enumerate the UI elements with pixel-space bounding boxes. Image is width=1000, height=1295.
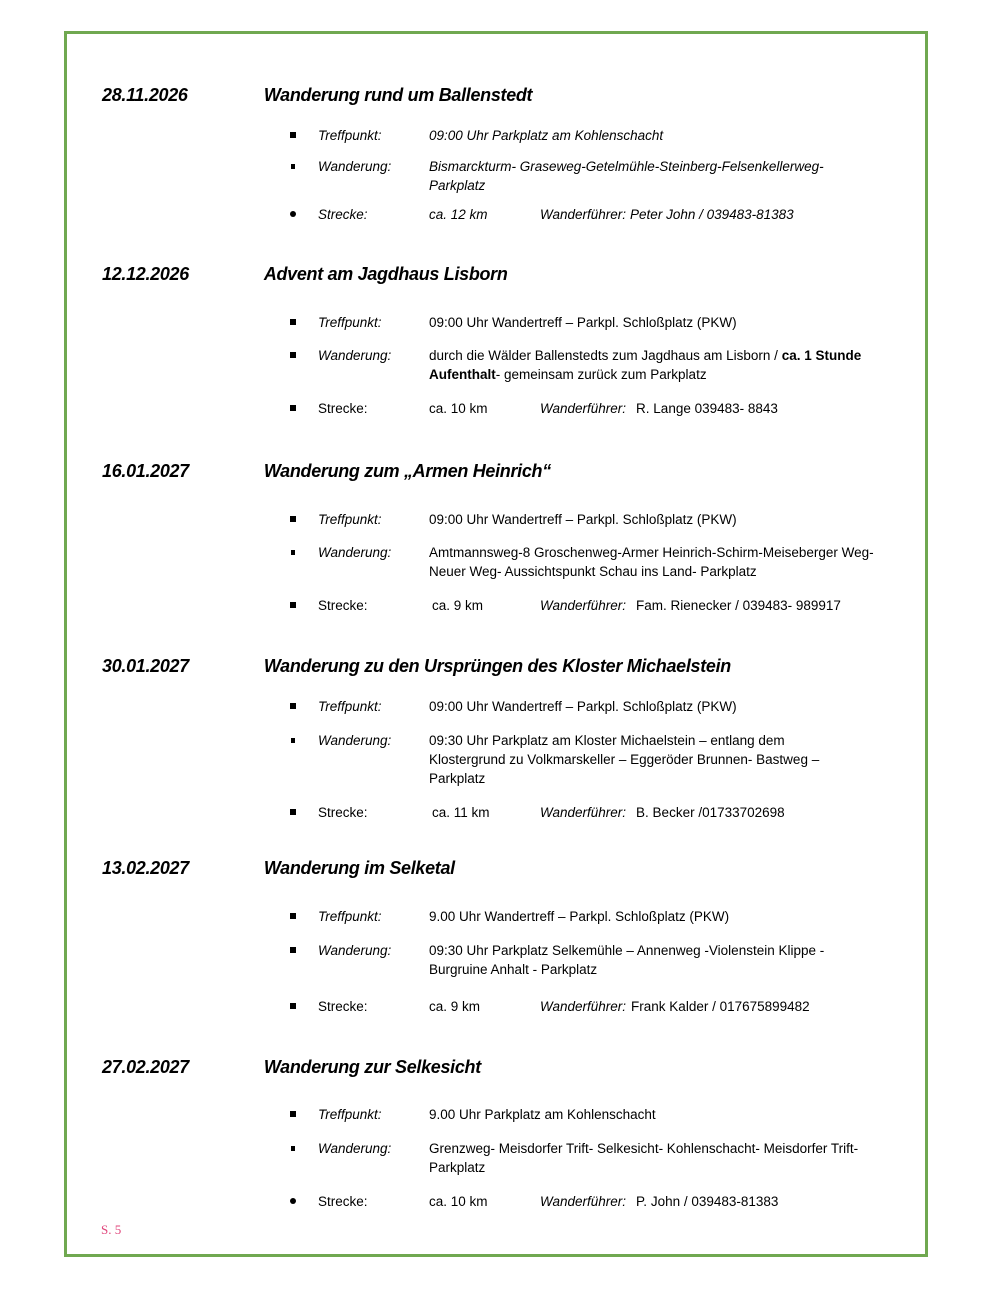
meeting-label: Treffpunkt: xyxy=(318,512,382,527)
guide-info xyxy=(540,997,810,1016)
hike-highlight: ca. 1 Stunde Aufenthalt xyxy=(429,348,862,382)
event-date: 13.02.2027 xyxy=(102,857,189,878)
guide-info xyxy=(540,803,785,822)
guide-label: Wanderführer: xyxy=(540,401,627,416)
event-heading xyxy=(102,460,551,484)
square-bullet-icon xyxy=(290,602,296,608)
square-bullet-icon xyxy=(290,703,296,709)
event-date: 27.02.2027 xyxy=(102,1056,189,1077)
distance-label: Strecke: xyxy=(318,999,368,1014)
event-heading xyxy=(102,1056,481,1080)
hike-value: 09:30 Uhr Parkplatz Selkemühle – Annenweg -Violenstein Klippe - Burgruine Anhalt - Parkplatz xyxy=(429,943,825,977)
meeting-value: 9.00 Uhr Parkplatz am Kohlenschacht xyxy=(429,1107,656,1122)
hike-value: Bismarckturm- Graseweg-Getelmühle-Steinberg-Felsenkellerweg-Parkplatz xyxy=(429,159,824,193)
event-title: Wanderung rund um Ballenstedt xyxy=(263,84,533,105)
meeting-value: 09:00 Uhr Wandertreff – Parkpl. Schloßplatz (PKW) xyxy=(429,315,737,330)
guide-value: P. John / 039483-81383 xyxy=(636,1194,779,1209)
square-bullet-icon xyxy=(291,164,295,169)
square-bullet-icon xyxy=(290,1111,296,1117)
square-bullet-icon xyxy=(290,913,296,919)
meeting-label: Treffpunkt: xyxy=(318,909,382,924)
distance-label: Strecke: xyxy=(318,401,368,416)
square-bullet-icon xyxy=(290,1003,296,1009)
square-bullet-icon xyxy=(290,319,296,325)
round-bullet-icon xyxy=(290,211,296,217)
distance-value: ca. 9 km xyxy=(432,598,484,613)
event-title: Wanderung zu den Ursprüngen des Kloster Michaelstein xyxy=(263,655,731,676)
meeting-value: 09:00 Uhr Parkplatz am Kohlenschacht xyxy=(429,128,664,143)
guide-value: B. Becker /01733702698 xyxy=(636,805,785,820)
distance-label: Strecke: xyxy=(318,1194,368,1209)
distance-value: ca. 12 km xyxy=(429,207,488,222)
guide-value: Fam. Rienecker / 039483- 989917 xyxy=(636,598,841,613)
event-title: Advent am Jagdhaus Lisborn xyxy=(263,263,508,284)
guide-label: Wanderführer: xyxy=(540,999,627,1014)
page-number: S. 5 xyxy=(101,1222,122,1237)
hike-value: Grenzweg- Meisdorfer Trift- Selkesicht- Kohlenschacht- Meisdorfer Trift-Parkplatz xyxy=(429,1141,859,1175)
meeting-value: 09:00 Uhr Wandertreff – Parkpl. Schloßplatz (PKW) xyxy=(429,699,737,714)
guide-info xyxy=(540,596,841,615)
square-bullet-icon xyxy=(291,550,295,555)
event-date: 12.12.2026 xyxy=(102,263,189,284)
guide-info xyxy=(540,1192,778,1211)
hike-label: Wanderung: xyxy=(318,159,392,174)
guide-value: R. Lange 039483- 8843 xyxy=(636,401,778,416)
meeting-label: Treffpunkt: xyxy=(318,315,382,330)
event-title: Wanderung im Selketal xyxy=(263,857,455,878)
event-heading xyxy=(102,655,731,679)
meeting-value: 09:00 Uhr Wandertreff – Parkpl. Schloßplatz (PKW) xyxy=(429,512,737,527)
meeting-label: Treffpunkt: xyxy=(318,128,382,143)
event-date: 28.11.2026 xyxy=(102,84,188,105)
guide-value: Frank Kalder / 017675899482 xyxy=(631,999,810,1014)
square-bullet-icon xyxy=(291,1146,295,1151)
distance-label: Strecke: xyxy=(318,207,368,222)
hike-label: Wanderung: xyxy=(318,943,392,958)
guide-info xyxy=(540,205,794,224)
event-heading xyxy=(102,263,508,287)
square-bullet-icon xyxy=(290,947,296,953)
event-title: Wanderung zum „Armen Heinrich“ xyxy=(263,460,551,481)
distance-label: Strecke: xyxy=(318,598,368,613)
hike-label: Wanderung: xyxy=(318,348,392,363)
hike-text: durch die Wälder Ballenstedts zum Jagdhaus am Lisborn / xyxy=(429,348,782,363)
guide-value: Peter John / 039483-81383 xyxy=(630,207,794,222)
hike-label: Wanderung: xyxy=(318,1141,392,1156)
square-bullet-icon xyxy=(290,132,296,138)
distance-value: ca. 9 km xyxy=(429,999,481,1014)
event-title: Wanderung zur Selkesicht xyxy=(263,1056,481,1077)
event-date: 30.01.2027 xyxy=(102,655,189,676)
hike-value: Amtmannsweg-8 Groschenweg-Armer Heinrich-Schirm-Meiseberger Weg- Neuer Weg- Aussichtspunkt Schau ins Land- Parkplatz xyxy=(429,545,874,579)
square-bullet-icon xyxy=(290,516,296,522)
guide-info xyxy=(540,399,778,418)
distance-value: ca. 10 km xyxy=(429,1194,488,1209)
distance-value: ca. 10 km xyxy=(429,401,488,416)
meeting-value: 9.00 Uhr Wandertreff – Parkpl. Schloßplatz (PKW) xyxy=(429,909,730,924)
guide-label: Wanderführer: xyxy=(540,805,627,820)
meeting-label: Treffpunkt: xyxy=(318,699,382,714)
square-bullet-icon xyxy=(291,738,295,743)
hike-value xyxy=(429,346,909,384)
square-bullet-icon xyxy=(290,809,296,815)
distance-value: ca. 11 km xyxy=(432,805,490,820)
meeting-label: Treffpunkt: xyxy=(318,1107,382,1122)
guide-label: Wanderführer: xyxy=(540,598,627,613)
hike-text-rest: - gemeinsam zurück zum Parkplatz xyxy=(495,367,707,382)
event-heading xyxy=(102,857,455,881)
event-heading xyxy=(102,84,532,108)
event-date: 16.01.2027 xyxy=(102,460,189,481)
hike-value: 09:30 Uhr Parkplatz am Kloster Michaelstein – entlang dem Klostergrund zu Volkmarskeller – Eggeröder Brunnen- Bastweg – Parkplatz xyxy=(429,733,820,786)
square-bullet-icon xyxy=(290,352,296,358)
guide-label: Wanderführer: xyxy=(540,207,627,222)
guide-label: Wanderführer: xyxy=(540,1194,627,1209)
round-bullet-icon xyxy=(290,1198,296,1204)
hike-label: Wanderung: xyxy=(318,545,392,560)
square-bullet-icon xyxy=(290,405,296,411)
hike-label: Wanderung: xyxy=(318,733,392,748)
distance-label: Strecke: xyxy=(318,805,368,820)
